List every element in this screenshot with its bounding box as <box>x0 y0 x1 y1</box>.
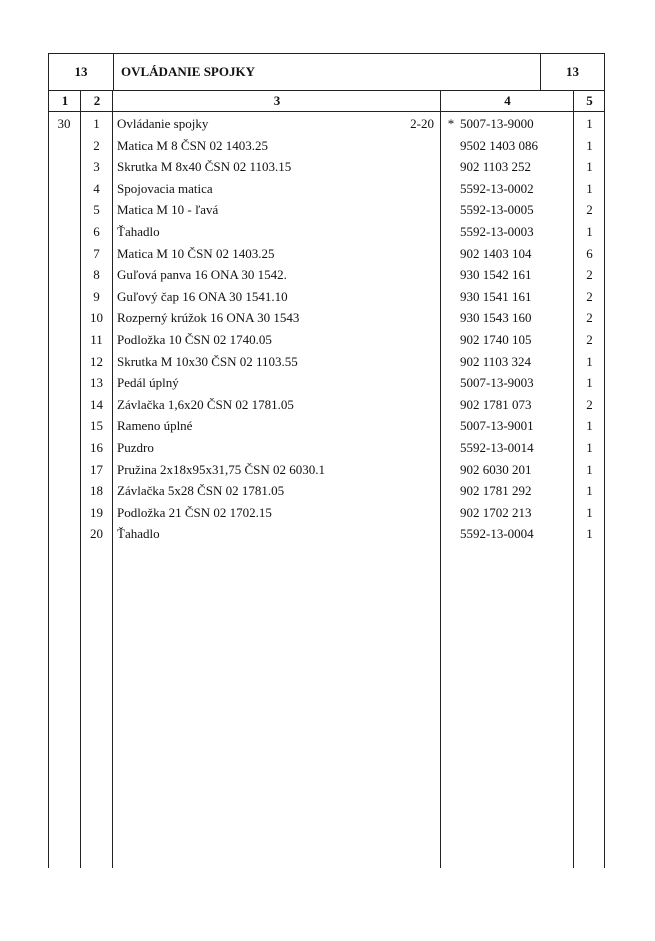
part-quantity: 1 <box>586 353 593 369</box>
position-number: 5 <box>93 202 100 218</box>
part-name: Podložka 21 ČSN 02 1702.15 <box>117 504 272 520</box>
part-name: Pružina 2x18x95x31,75 ČSN 02 6030.1 <box>117 461 325 477</box>
part-quantity: 1 <box>586 375 593 391</box>
table-row <box>48 286 605 308</box>
part-code: 902 1403 104 <box>460 245 532 261</box>
column-number: 4 <box>504 93 511 108</box>
part-quantity: 1 <box>586 180 593 196</box>
table-row <box>48 178 605 200</box>
part-name: Ťahadlo <box>117 223 160 239</box>
table-row <box>48 394 605 416</box>
position-number: 10 <box>90 310 103 326</box>
part-name: Matica M 10 - ľavá <box>117 202 219 218</box>
position-number: 17 <box>90 461 103 477</box>
part-quantity: 2 <box>586 288 593 304</box>
section-header <box>48 53 605 91</box>
position-number: 2 <box>93 137 100 153</box>
position-number: 12 <box>90 353 103 369</box>
column-number: 5 <box>586 93 593 108</box>
part-quantity: 6 <box>586 245 593 261</box>
column-number: 2 <box>93 93 101 108</box>
table-row <box>48 264 605 286</box>
part-mark: * <box>447 116 455 131</box>
part-name: Rozperný krúžok 16 ONA 30 1543 <box>117 310 300 326</box>
column-number: 3 <box>273 93 281 108</box>
position-number: 11 <box>90 331 103 347</box>
part-code: 902 1740 105 <box>460 331 532 347</box>
section-title: OVLÁDANIE SPOJKY <box>121 64 255 79</box>
part-code: 902 1702 213 <box>460 504 532 520</box>
table-row <box>48 199 605 221</box>
part-name: Závlačka 1,6x20 ČSN 02 1781.05 <box>117 396 294 412</box>
position-number: 6 <box>93 223 100 239</box>
part-name: Puzdro <box>117 439 154 455</box>
part-code: 930 1543 160 <box>460 310 532 326</box>
part-quantity: 2 <box>586 331 593 347</box>
table-row <box>48 459 605 481</box>
part-code: 5592-13-0002 <box>460 180 534 196</box>
part-name: Ovládanie spojky <box>117 116 209 131</box>
part-name: Spojovacia matica <box>117 180 213 196</box>
part-quantity: 2 <box>586 202 593 218</box>
part-quantity: 1 <box>586 159 593 175</box>
position-number: 1 <box>93 116 100 131</box>
position-number: 4 <box>93 180 100 196</box>
part-code: 902 1781 292 <box>460 483 532 499</box>
part-reference: 2-20 <box>410 116 434 131</box>
position-number: 9 <box>93 288 100 304</box>
part-code: 930 1541 161 <box>460 288 532 304</box>
table-row <box>48 307 605 329</box>
part-name: Pedál úplný <box>117 375 179 391</box>
table-row <box>48 351 605 373</box>
part-quantity: 1 <box>586 223 593 239</box>
position-number: 14 <box>90 396 103 412</box>
table-row <box>48 113 605 135</box>
part-code: 5007-13-9000 <box>460 116 534 131</box>
part-code: 5592-13-0003 <box>460 223 534 239</box>
part-code: 5592-13-0004 <box>460 526 534 542</box>
part-name: Guľová panva 16 ONA 30 1542. <box>117 267 287 283</box>
parts-table-body <box>48 113 605 545</box>
part-code: 930 1542 161 <box>460 267 532 283</box>
table-row <box>48 156 605 178</box>
part-name: Matica M 10 ČSN 02 1403.25 <box>117 245 275 261</box>
part-code: 9502 1403 086 <box>460 137 538 153</box>
part-quantity: 2 <box>586 310 593 326</box>
part-code: 5007-13-9003 <box>460 375 534 391</box>
position-number: 7 <box>93 245 100 261</box>
part-quantity: 1 <box>586 439 593 455</box>
table-row <box>48 502 605 524</box>
table-row <box>48 415 605 437</box>
part-name: Skrutka M 8x40 ČSN 02 1103.15 <box>117 159 292 175</box>
part-code: 5592-13-0005 <box>460 202 534 218</box>
table-row <box>48 372 605 394</box>
part-quantity: 1 <box>586 461 593 477</box>
table-row <box>48 329 605 351</box>
part-name: Skrutka M 10x30 ČSN 02 1103.55 <box>117 353 298 369</box>
part-name: Matica M 8 ČSN 02 1403.25 <box>117 137 268 153</box>
table-row <box>48 135 605 157</box>
table-row <box>48 437 605 459</box>
part-quantity: 2 <box>586 396 593 412</box>
part-code: 902 1103 324 <box>460 353 532 369</box>
position-number: 19 <box>90 504 103 520</box>
column-number: 1 <box>61 93 69 108</box>
table-row <box>48 480 605 502</box>
table-row <box>48 221 605 243</box>
part-name: Závlačka 5x28 ČSN 02 1781.05 <box>117 483 285 499</box>
part-code: 902 1103 252 <box>460 159 532 175</box>
position-number: 8 <box>93 267 100 283</box>
part-quantity: 1 <box>586 116 593 131</box>
position-number: 16 <box>90 439 103 455</box>
section-number-left: 13 <box>74 64 88 79</box>
part-code: 5592-13-0014 <box>460 439 534 455</box>
header-divider <box>113 54 114 90</box>
part-quantity: 1 <box>586 418 593 434</box>
part-quantity: 1 <box>586 504 593 520</box>
column-number-row <box>48 91 605 112</box>
part-name: Ťahadlo <box>117 526 160 542</box>
section-number-right: 13 <box>566 64 579 79</box>
part-name: Guľový čap 16 ONA 30 1541.10 <box>117 288 288 304</box>
position-number: 13 <box>90 375 103 391</box>
part-code: 902 6030 201 <box>460 461 532 477</box>
part-quantity: 2 <box>586 267 593 283</box>
table-row <box>48 243 605 265</box>
table-row <box>48 523 605 545</box>
position-number: 15 <box>90 418 103 434</box>
part-quantity: 1 <box>586 526 593 542</box>
part-code: 5007-13-9001 <box>460 418 534 434</box>
position-number: 3 <box>93 159 100 175</box>
part-quantity: 1 <box>586 483 593 499</box>
part-name: Rameno úplné <box>117 418 193 434</box>
group-number: 30 <box>57 116 71 131</box>
position-number: 18 <box>90 483 103 499</box>
part-name: Podložka 10 ČSN 02 1740.05 <box>117 331 272 347</box>
part-quantity: 1 <box>586 137 593 153</box>
position-number: 20 <box>90 526 103 542</box>
part-code: 902 1781 073 <box>460 396 532 412</box>
